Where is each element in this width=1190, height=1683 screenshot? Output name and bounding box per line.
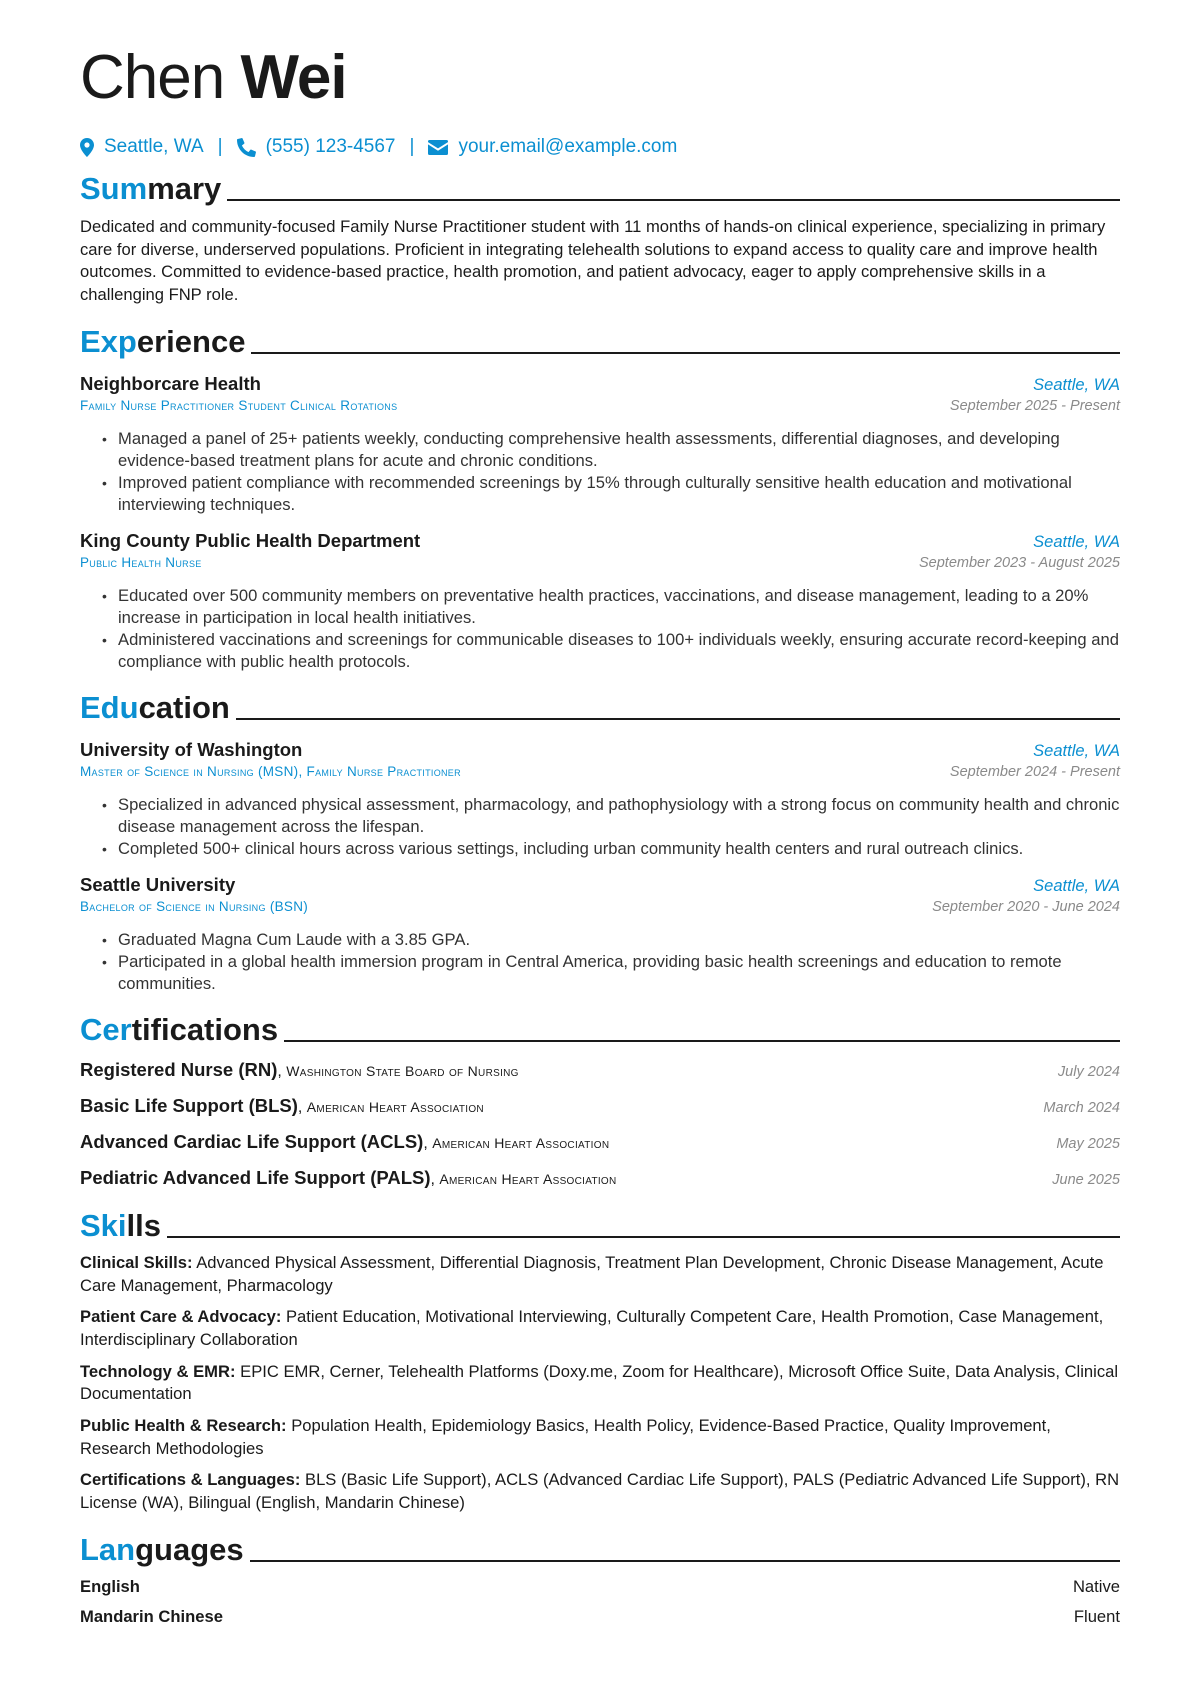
language-name: English <box>80 1576 140 1596</box>
section-rule <box>167 1236 1120 1238</box>
cert-issuer: American Heart Association <box>432 1134 610 1151</box>
skill-label: Certifications & Languages: <box>80 1470 301 1490</box>
skills-section <box>80 1205 1120 1515</box>
entry-date: September 2020 - June 2024 <box>932 898 1120 915</box>
cert-date: July 2024 <box>1057 1063 1120 1080</box>
skill-label: Patient Care & Advocacy: <box>80 1307 282 1327</box>
skill-label: Technology & EMR: <box>80 1361 236 1381</box>
bullet-item: • Educated over 500 community members on preventative health practices, vaccinations, and disease management, leading to a 20% increase in participation in local health initiatives. <box>102 585 1120 629</box>
language-item <box>80 1577 1120 1597</box>
entry-organization: University of Washington <box>80 738 303 760</box>
skill-line <box>80 1361 1120 1406</box>
contact-separator: | <box>217 136 223 157</box>
education-entry <box>80 739 1120 860</box>
section-title: Certifications <box>80 1011 279 1047</box>
section-title: Experience <box>80 323 246 359</box>
entry-role: Master of Science in Nursing (MSN), Family Nurse Practitioner <box>80 763 461 779</box>
bullet-item: • Completed 500+ clinical hours across various settings, including urban community health centers and rural outreach clinics. <box>102 838 1120 860</box>
resume-name <box>80 42 1120 114</box>
contact-email[interactable] <box>428 136 677 158</box>
contact-phone[interactable] <box>237 136 396 158</box>
first-name: Chen <box>80 43 225 112</box>
education-entry <box>80 874 1120 995</box>
cert-name: Basic Life Support (BLS) <box>80 1094 298 1116</box>
bullet-item: • Administered vaccinations and screenings for communicable diseases to 100+ individuals weekly, ensuring accurate record-keeping and compliance with public health protocols. <box>102 629 1120 673</box>
envelope-icon <box>428 140 448 155</box>
entry-date: September 2024 - Present <box>949 763 1120 780</box>
section-header <box>80 1009 1120 1047</box>
entry-organization: Neighborcare Health <box>80 372 261 394</box>
entry-organization: Seattle University <box>80 873 236 895</box>
section-title: Education <box>80 689 230 725</box>
education-section <box>80 687 1120 995</box>
entry-location: Seattle, WA <box>1033 375 1120 394</box>
skill-line <box>80 1306 1120 1351</box>
cert-date: May 2025 <box>1056 1135 1120 1152</box>
experience-entry <box>80 530 1120 673</box>
languages-section <box>80 1529 1120 1627</box>
entry-role: Bachelor of Science in Nursing (BSN) <box>80 898 309 914</box>
bullet-item: • Specialized in advanced physical assessment, pharmacology, and pathophysiology with a strong focus on community health and chronic disease management across the lifespan. <box>102 794 1120 838</box>
section-rule <box>227 199 1120 201</box>
cert-name: Pediatric Advanced Life Support (PALS) <box>80 1166 431 1188</box>
certification-item: Registered Nurse (RN), Washington State Board of Nursing July 2024 <box>80 1058 1120 1080</box>
certifications-section <box>80 1009 1120 1191</box>
experience-section <box>80 321 1120 673</box>
entry-role: Family Nurse Practitioner Student Clinical Rotations <box>80 397 398 413</box>
entry-location: Seattle, WA <box>1033 876 1120 895</box>
certification-item: Basic Life Support (BLS), American Heart Association March 2024 <box>80 1094 1120 1116</box>
summary-section <box>80 168 1120 307</box>
contact-location <box>80 136 204 158</box>
cert-issuer: American Heart Association <box>306 1098 484 1115</box>
section-rule <box>251 352 1120 354</box>
certification-item: Pediatric Advanced Life Support (PALS), American Heart Association June 2025 <box>80 1166 1120 1188</box>
section-title: Skills <box>80 1207 161 1243</box>
last-name: Wei <box>240 43 347 112</box>
entry-role: Public Health Nurse <box>80 554 202 570</box>
skill-label: Clinical Skills: <box>80 1252 193 1272</box>
section-title: Languages <box>80 1531 244 1567</box>
skill-line <box>80 1415 1120 1460</box>
entry-bullets <box>80 794 1120 860</box>
language-name: Mandarin Chinese <box>80 1606 223 1626</box>
summary-text: Dedicated and community-focused Family Nurse Practitioner student with 11 months of hands-on clinical experience, specializing in primary care for diverse, underserved populations. Proficient in integrating telehealth solutions to expand access to quality care and improve health outcomes. Committed to evidence-based practice, health promotion, and patient advocacy, eager to apply comprehensive skills in a challenging FNP role. <box>80 217 1106 305</box>
entry-date: September 2025 - Present <box>949 397 1120 414</box>
bullet-item: • Participated in a global health immersion program in Central America, providing basic health screenings and education to remote communities. <box>102 951 1120 995</box>
section-header <box>80 1529 1120 1567</box>
map-marker-icon <box>80 138 94 157</box>
language-item <box>80 1607 1120 1627</box>
entry-location: Seattle, WA <box>1033 741 1120 760</box>
skill-text: Advanced Physical Assessment, Differential Diagnosis, Treatment Plan Development, Chronic Disease Management, Acute Care Management, Pharmacology <box>80 1252 1104 1295</box>
entry-location: Seattle, WA <box>1033 532 1120 551</box>
phone-text: (555) 123-4567 <box>265 136 396 157</box>
section-header <box>80 321 1120 359</box>
bullet-item: • Graduated Magna Cum Laude with a 3.85 GPA. <box>102 929 1120 951</box>
bullet-item: • Managed a panel of 25+ patients weekly, conducting comprehensive health assessments, differential diagnoses, and developing evidence-based treatment plans for acute and chronic conditions. <box>102 428 1120 472</box>
cert-name: Registered Nurse (RN) <box>80 1058 278 1080</box>
skill-line <box>80 1469 1120 1514</box>
contact-bar <box>80 134 1120 160</box>
section-header <box>80 1205 1120 1243</box>
entry-bullets <box>80 428 1120 516</box>
contact-separator: | <box>409 136 415 157</box>
skill-line <box>80 1252 1120 1297</box>
skill-label: Public Health & Research: <box>80 1416 287 1436</box>
entry-date: September 2023 - August 2025 <box>919 554 1120 571</box>
entry-bullets <box>80 585 1120 673</box>
cert-date: March 2024 <box>1043 1099 1120 1116</box>
section-rule <box>284 1040 1120 1042</box>
bullet-item: • Improved patient compliance with recommended screenings by 15% through culturally sensitive health education and motivational interviewing techniques. <box>102 472 1120 516</box>
cert-date: June 2025 <box>1052 1171 1120 1188</box>
section-rule <box>250 1560 1120 1562</box>
certification-item: Advanced Cardiac Life Support (ACLS), American Heart Association May 2025 <box>80 1130 1120 1152</box>
cert-name: Advanced Cardiac Life Support (ACLS) <box>80 1130 424 1152</box>
location-text: Seattle, WA <box>104 136 204 157</box>
skill-text: Population Health, Epidemiology Basics, Health Policy, Evidence-Based Practice, Quality Improvement, Research Methodologies <box>80 1416 1051 1458</box>
language-level: Native <box>1072 1576 1120 1596</box>
language-level: Fluent <box>1073 1606 1120 1626</box>
entry-bullets <box>80 929 1120 995</box>
section-rule <box>236 718 1120 720</box>
section-header <box>80 687 1120 725</box>
experience-entry <box>80 373 1120 516</box>
entry-organization: King County Public Health Department <box>80 529 421 551</box>
skill-text: EPIC EMR, Cerner, Telehealth Platforms (Doxy.me, Zoom for Healthcare), Microsoft Office Suite, Data Analysis, Clinical Documentation <box>80 1361 1119 1404</box>
cert-issuer: Washington State Board of Nursing <box>286 1062 519 1079</box>
phone-icon <box>237 138 256 157</box>
cert-issuer: American Heart Association <box>439 1170 617 1187</box>
section-header <box>80 168 1120 206</box>
email-link[interactable]: your.email@example.com <box>458 136 678 157</box>
section-title: Summary <box>80 171 222 206</box>
skill-text: BLS (Basic Life Support), ACLS (Advanced Cardiac Life Support), PALS (Pediatric Advanced Life Support), RN License (WA), Bilingual (English, Mandarin Chinese) <box>80 1470 1120 1513</box>
skill-text: Patient Education, Motivational Interviewing, Culturally Competent Care, Health Promotion, Case Management, Interdisciplinary Collaboration <box>80 1307 1104 1349</box>
